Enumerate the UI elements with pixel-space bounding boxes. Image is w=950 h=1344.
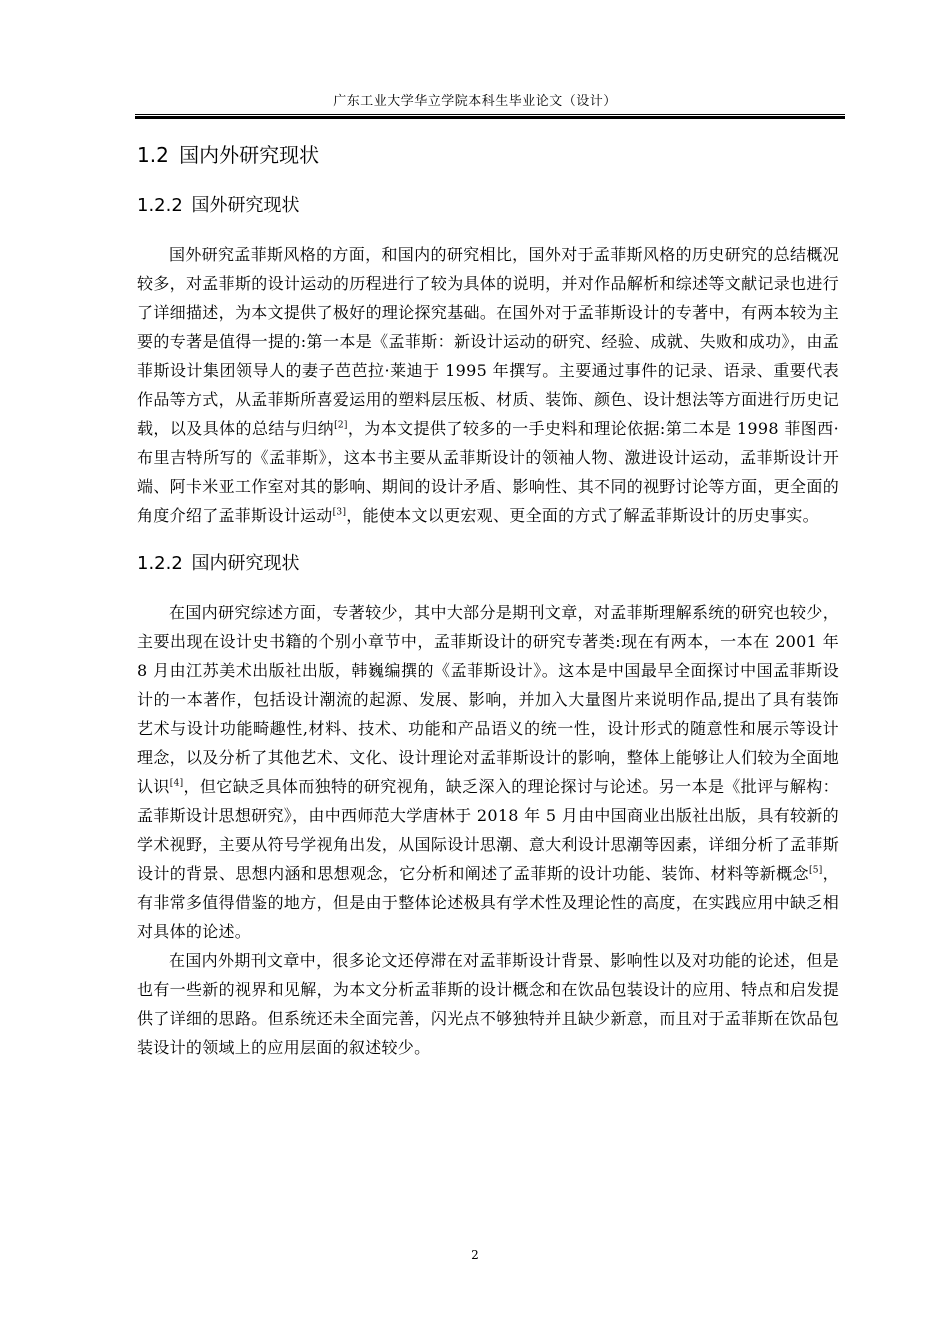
paragraph-text: 在国内研究综述方面，专著较少，其中大部分是期刊文章，对孟菲斯理解系统的研究也较少，主要出现在设计史书籍的个别小章节中，孟菲斯设计的研究专著类:现在有两本，一本在 2001 年 8 月由江苏美术出版社出版，韩巍编撰的《孟菲斯设计》。这本是中国最早全面探讨中国孟菲斯设计的一本著作，包括设计潮流的起源、发展、影响，并加入大量图片来说明作品,提出了具有装饰艺术与设计功能畸趣性,材料、技术、功能和产品语义的统一性，设计形式的随意性和展示等设计理念，以及分析了其他艺术、文化、设计理论对孟菲斯设计的影响，整体上能够让人们较为全面地认识 [137,603,839,796]
paragraph-journal-articles: 在国内外期刊文章中，很多论文还停滞在对孟菲斯设计背景、影响性以及对功能的论述，但是也有一些新的视界和见解，为本文分析孟菲斯的设计概念和在饮品包装设计的应用、特点和启发提供了详细的思路。但系统还未全面完善，闪光点不够独特并且缺少新意，而且对于孟菲斯在饮品包装设计的领域上的应用层面的叙述较少。 [137,951,839,1057]
paragraph-text: ，但它缺乏具体而独特的研究视角，缺乏深入的理论探讨与论述。另一本是《批评与解构：孟菲斯设计思想研究》，由中西师范大学唐林于 2018 年 5 月由中国商业出版社出版，具有较新的学术视野，主要从符号学视角出发，从国际设计思潮、意大利设计思潮等因素，详细分析了孟菲斯设计的背景、思想内涵和思想观念，它分析和阐述了孟菲斯的设计功能、装饰、材料等新概念 [137,777,839,883]
paragraph-text: ，有非常多值得借鉴的地方，但是由于整体论述极具有学术性及理论性的高度，在实践应用中缺乏相对具体的论述。 [137,864,839,941]
citation: [3] [332,507,347,518]
paragraph-foreign-research [137,240,839,530]
page-number: 2 [471,1248,479,1262]
page-body [137,140,839,1062]
running-header: 广东工业大学华立学院本科生毕业论文（设计） [333,94,617,109]
paragraph-text: 国外研究孟菲斯风格的方面，和国内的研究相比，国外对于孟菲斯风格的历史研究的总结概况较多，对孟菲斯的设计运动的历程进行了较为具体的说明，并对作品解析和综述等文献记录也进行了详细描述，为本文提供了极好的理论探究基础。在国外对于孟菲斯设计的专著中，有两本较为主要的专著是值得一提的:第一本是《孟菲斯：新设计运动的研究、经验、成就、失败和成功》，由孟菲斯设计集团领导人的妻子芭芭拉·莱迪于 1995 年撰写。主要通过事件的记录、语录、重要代表作品等方式，从孟菲斯所喜爱运用的塑料层压板、材质、装饰、颜色、设计想法等方面进行历史记载，以及具体的总结与归纳 [137,245,839,438]
subsection-heading-domestic: 1.2.2 国内研究现状 [137,553,300,574]
paragraph-domestic-research [137,598,839,946]
subsection-heading-foreign: 1.2.2 国外研究现状 [137,195,300,216]
citation: [4] [169,778,184,789]
citation: [2] [334,420,348,431]
citation: [5] [808,865,823,876]
paragraph-text: ，为本文提供了较多的一手史料和理论依据:第二本是 1998 菲图西·布里吉特所写的《孟菲斯》，这本书主要从孟菲斯设计的领袖人物、激进设计运动，孟菲斯设计开端、阿卡米亚工作室对其的影响、期间的设计矛盾、影响性、其不同的视野讨论等方面，更全面的角度介绍了孟菲斯设计运动 [137,419,839,525]
header-rule [135,114,845,119]
paragraph-text: ，能使本文以更宏观、更全面的方式了解孟菲斯设计的历史事实。 [346,506,819,525]
section-heading: 1.2 国内外研究现状 [137,143,320,167]
